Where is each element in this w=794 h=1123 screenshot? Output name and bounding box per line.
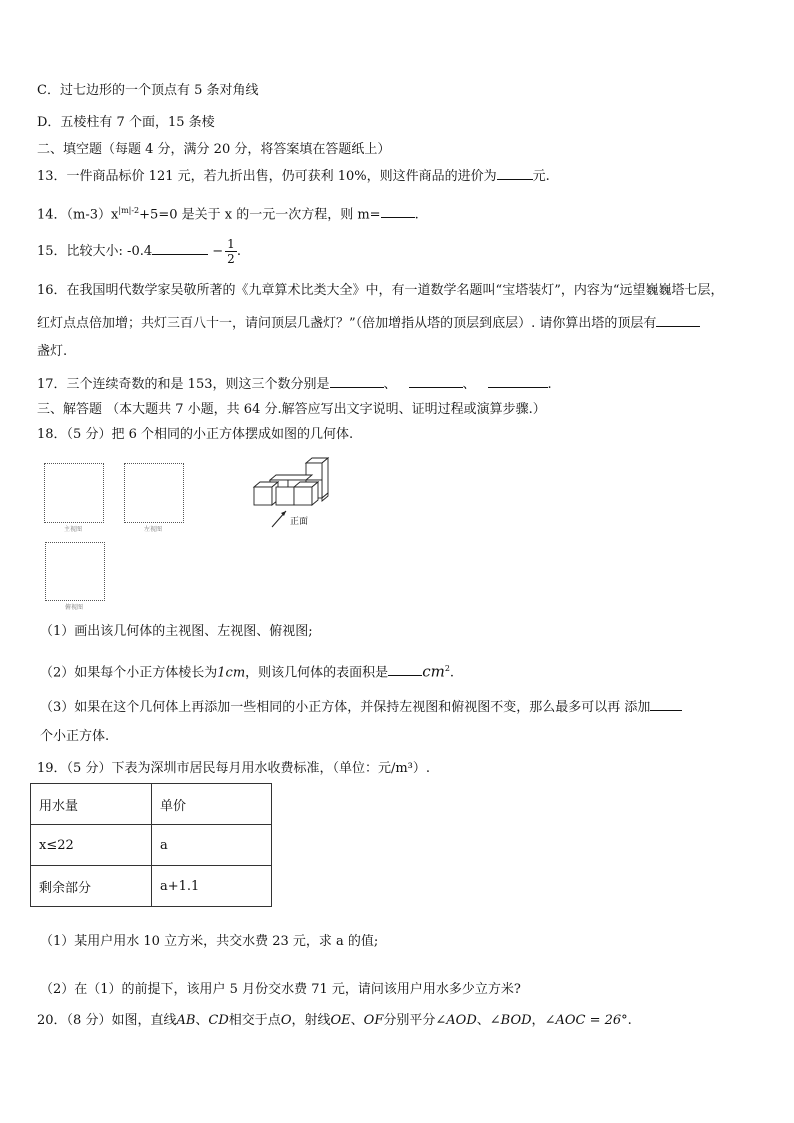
separator: 、 [350, 1013, 364, 1028]
line-ab: AB [176, 1013, 196, 1028]
separator: 、 [476, 1013, 490, 1028]
q16-text: 红灯点点倍加增；共灯三百八十一，请问顶层几盏灯？”（倍加增指从塔的顶层到底层）. 请你算出塔的顶层有 [37, 316, 657, 331]
answer-blank[interactable] [656, 313, 700, 327]
q20-text-4: 分别平分 [383, 1013, 436, 1028]
question-17 [37, 374, 552, 394]
front-view-caption: 主视图 [63, 526, 82, 533]
question-19: 19．（5 分）下表为深圳市居民每月用水收费标准，（单位：元/m³）. [37, 761, 430, 776]
q14-text: 14．（m-3）x [37, 207, 119, 223]
question-18-part-3-cont: 个小正方体. [40, 729, 110, 744]
q15-end: . [236, 244, 241, 259]
answer-blank[interactable] [152, 241, 208, 255]
left-view-box [124, 463, 184, 523]
q20-text-3: ，射线 [291, 1013, 331, 1028]
option-c: C．过七边形的一个顶点有 5 条对角线 [37, 83, 259, 98]
angle-aod: ∠AOD [435, 1013, 477, 1028]
answer-blank[interactable] [650, 697, 682, 711]
table-cell: a [152, 825, 272, 866]
q18-2-text: （2）如果每个小正方体棱长为 [40, 665, 218, 681]
q17-text: 17．三个连续奇数的和是 153，则这三个数分别是 [37, 377, 330, 392]
question-18: 18．（5 分）把 6 个相同的小正方体摆成如图的几何体. [37, 427, 354, 442]
q17-end: . [547, 377, 552, 392]
separator: 、 [195, 1013, 209, 1028]
left-view-caption: 左视图 [143, 526, 162, 533]
q18-3-text: （3）如果在这个几何体上再添加一些相同的小正方体，并保持左视图和俯视图不变，那么最多可以再 添加 [40, 700, 651, 715]
q20-text: 20．（8 分）如图，直线 [37, 1013, 177, 1028]
top-view-box [45, 542, 105, 601]
cube-face [294, 487, 312, 505]
section-2-heading: 二、填空题（每题 4 分，满分 20 分，将答案填在答题纸上） [37, 142, 391, 157]
q14-text-2: +5=0 是关于 x 的一元一次方程，则 m= [139, 207, 381, 223]
point-o: O [280, 1013, 292, 1028]
cube-face [254, 487, 272, 505]
q13-text: 13．一件商品标价 121 元，若九折出售，仍可获利 10%，则这件商品的进价为 [37, 169, 497, 184]
answer-blank[interactable] [381, 204, 415, 218]
q18-2-end: . [449, 665, 455, 681]
angle-aoc: ∠AOC = 26° [544, 1013, 628, 1028]
answer-blank[interactable] [388, 662, 422, 676]
q14-exponent: |m|-2 [118, 206, 140, 215]
q14-end: . [414, 207, 419, 223]
answer-blank-2[interactable] [409, 374, 463, 388]
option-d: D．五棱柱有 7 个面，15 条棱 [37, 115, 215, 130]
q20-end: . [627, 1013, 632, 1028]
question-20 [37, 1012, 632, 1030]
question-19-part-1: （1）某用户用水 10 立方米，共交水费 23 元，求 a 的值; [40, 934, 379, 949]
question-18-part-2 [40, 660, 454, 682]
question-19-part-2: （2）在（1）的前提下，该用户 5 月份交水费 71 元，请问该用户用水多少立方米? [40, 982, 521, 997]
ray-oe: OE [330, 1013, 351, 1028]
table-cell: 用水量 [31, 784, 152, 825]
top-view-caption: 俯视图 [64, 604, 83, 611]
question-18-part-3 [40, 697, 682, 717]
unit-cm: cm [422, 662, 445, 681]
unit-1cm: 1cm [217, 665, 246, 681]
q18-2-text-2: ，则该几何体的表面积是 [245, 665, 389, 681]
q15-text: 15．比较大小: -0.4 [37, 244, 153, 259]
ray-of: OF [363, 1013, 384, 1028]
question-15 [37, 236, 241, 268]
question-18-part-1: （1）画出该几何体的主视图、左视图、俯视图; [40, 624, 313, 639]
question-13 [37, 166, 550, 186]
question-16-line-3: 盏灯. [37, 344, 68, 359]
front-label: 正面 [290, 517, 309, 527]
table-cell: x≤22 [31, 825, 152, 866]
question-16-line-2 [37, 313, 700, 333]
question-16-line-1: 16．在我国明代数学家吴敬所著的《九章算术比类大全》中，有一道数学名题叫“宝塔装灯”，内容为“远望巍巍塔七层， [37, 283, 724, 298]
separator: 、 [462, 377, 476, 392]
question-14 [37, 202, 419, 224]
table-row [31, 784, 272, 825]
unit-exponent: 2 [444, 664, 450, 673]
table-row [31, 825, 272, 866]
front-view-box [44, 463, 104, 523]
answer-blank-3[interactable] [488, 374, 548, 388]
table-cell: 单价 [152, 784, 272, 825]
table-cell: 剩余部分 [31, 866, 152, 907]
separator: ， [531, 1013, 545, 1028]
q13-end: 元. [532, 169, 550, 184]
q20-text-2: 相交于点 [228, 1013, 281, 1028]
answer-blank[interactable] [497, 166, 533, 180]
answer-blank-1[interactable] [330, 374, 384, 388]
angle-bod: ∠BOD [489, 1013, 532, 1028]
q15-minus: − [212, 244, 224, 259]
line-cd: CD [208, 1013, 229, 1028]
separator: 、 [383, 377, 397, 392]
section-3-heading: 三、解答题 （本大题共 7 小题，共 64 分.解答应写出文字说明、证明过程或演算步骤.） [37, 402, 546, 417]
table-cell: a+1.1 [152, 866, 272, 907]
cube-face [276, 487, 294, 505]
water-price-table [30, 783, 272, 907]
table-row [31, 866, 272, 907]
fraction-one-half: $\frac{1}{2}$ [227, 237, 235, 266]
cube-side [322, 458, 328, 498]
cube-top [270, 475, 312, 480]
